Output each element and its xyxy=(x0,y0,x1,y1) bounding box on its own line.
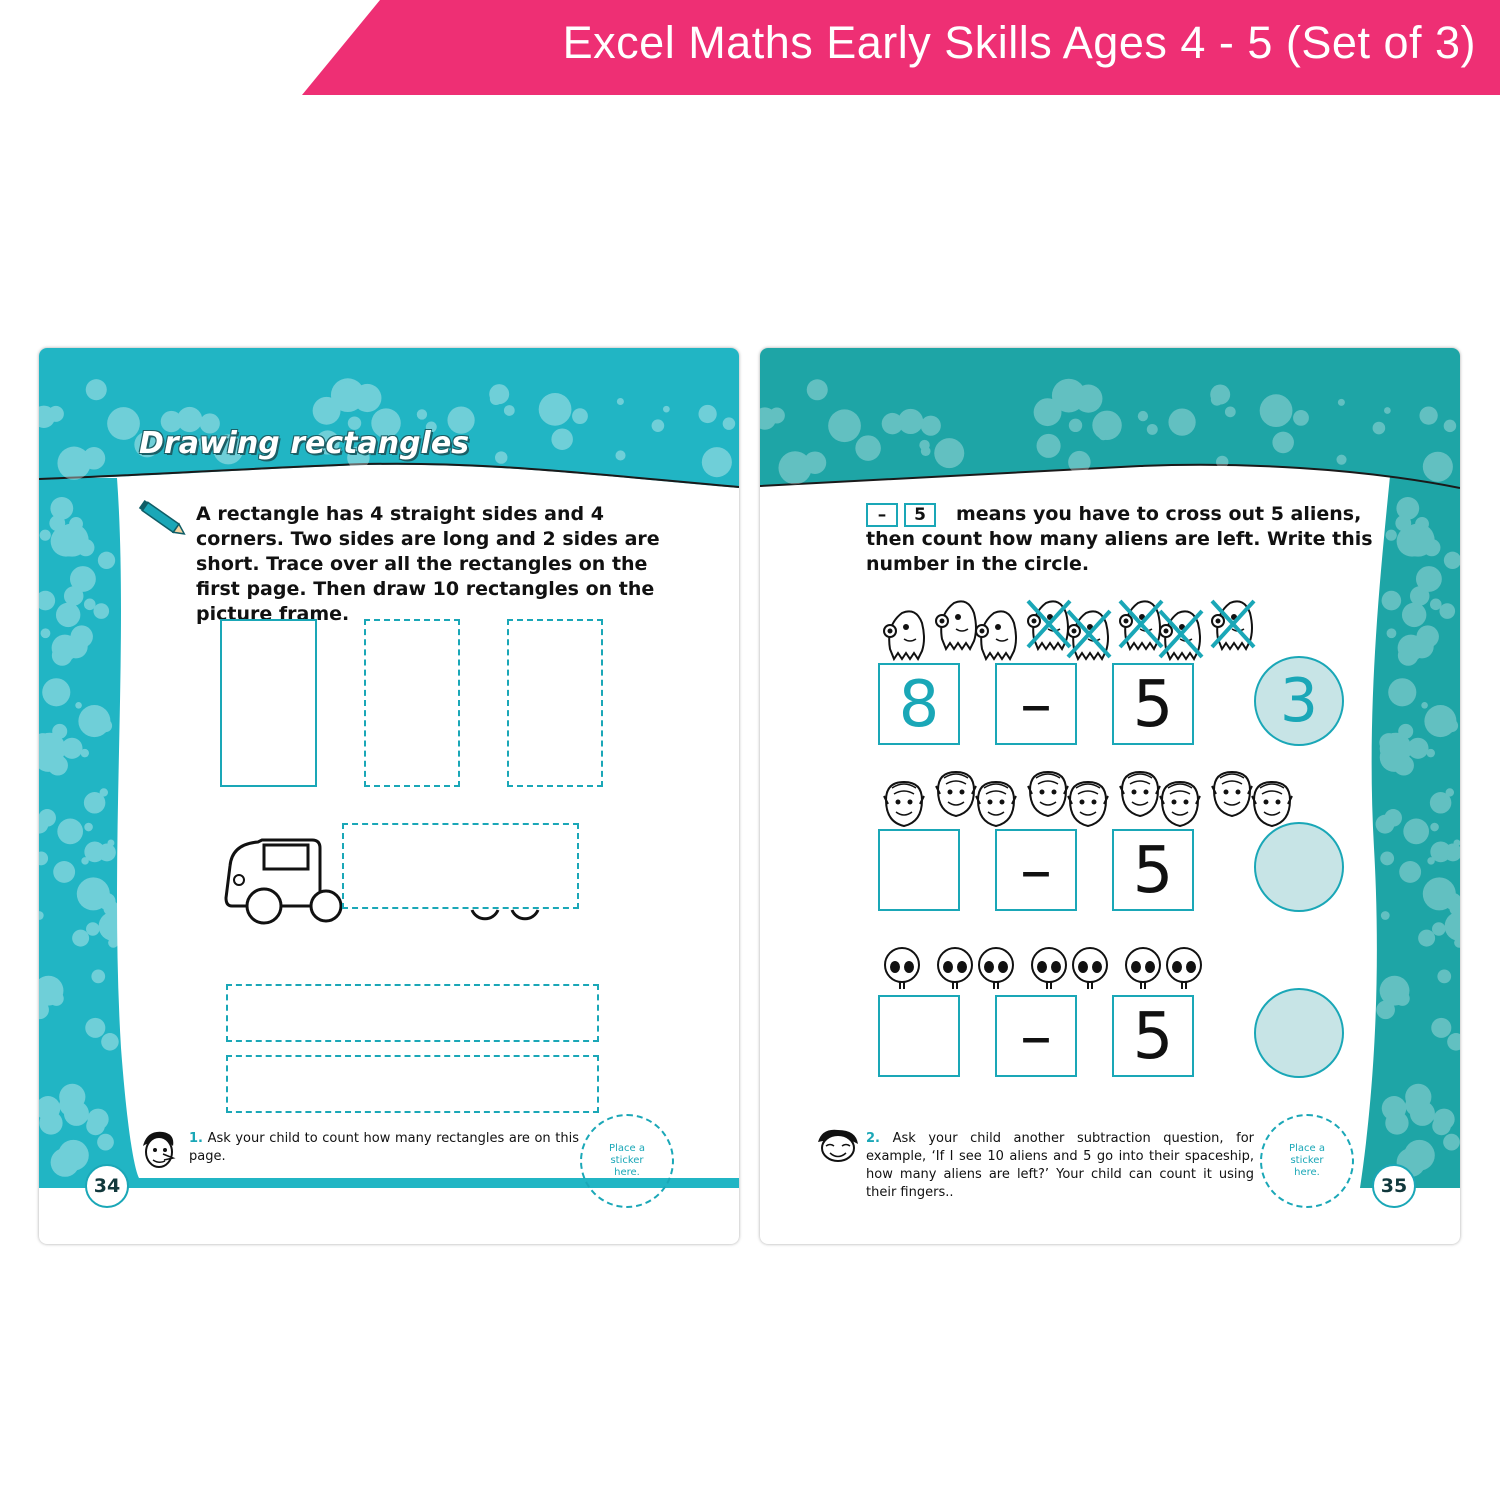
alien-icon xyxy=(936,772,976,816)
answer-circle[interactable]: 3 xyxy=(1254,656,1344,746)
sticker-placeholder[interactable] xyxy=(580,1114,674,1208)
sticker-text: Place a sticker here. xyxy=(1289,1143,1325,1178)
right-page xyxy=(760,348,1460,1244)
alien-row-2 xyxy=(878,768,1298,834)
alien-icon xyxy=(1068,782,1108,826)
alien-icon xyxy=(1212,772,1252,816)
parent-note xyxy=(189,1130,579,1166)
sticker-placeholder[interactable] xyxy=(1260,1114,1354,1208)
alien-icon xyxy=(1028,601,1070,649)
alien-icon xyxy=(1212,601,1254,649)
alien-icon xyxy=(1073,948,1107,989)
alien-icon xyxy=(976,611,1016,659)
alien-icon xyxy=(1160,782,1200,826)
alien-icon xyxy=(1032,948,1066,989)
operator-box: – xyxy=(995,663,1077,745)
answer-circle[interactable] xyxy=(1254,822,1344,912)
left-page xyxy=(39,348,739,1244)
parent-note xyxy=(866,1130,1254,1202)
second-number-box: 5 xyxy=(1112,663,1194,745)
instruction-text: A rectangle has 4 straight sides and 4 corners. Two sides are long and 2 sides are short. Trace over all the rectangles on the first page. Then draw 10 rectangles on the picture frame. xyxy=(196,503,660,625)
alien-icon xyxy=(1028,772,1068,816)
truck-trailer-rectangle[interactable] xyxy=(342,823,579,909)
alien-icon xyxy=(885,948,919,989)
page-title: Drawing rectangles xyxy=(139,426,470,461)
alien-icon xyxy=(938,948,972,989)
page-number: 34 xyxy=(85,1164,129,1208)
operator-box: – xyxy=(995,829,1077,911)
alien-icon xyxy=(1120,772,1160,816)
second-number-box: 5 xyxy=(1112,995,1194,1077)
child-face-icon xyxy=(814,1128,862,1164)
instruction-text: means you have to cross out 5 aliens, then count how many aliens are left. Write this number in the circle. xyxy=(866,503,1373,575)
trace-rectangle[interactable] xyxy=(507,619,603,787)
alien-row-1 xyxy=(878,595,1298,665)
pencil-icon xyxy=(137,500,189,538)
solid-rectangle xyxy=(220,619,317,787)
alien-icon xyxy=(884,782,924,826)
page-number: 35 xyxy=(1372,1164,1416,1208)
alien-icon xyxy=(936,601,976,649)
answer-circle[interactable] xyxy=(1254,988,1344,1078)
trace-rectangle-long[interactable] xyxy=(226,1055,599,1113)
trace-rectangle-long[interactable] xyxy=(226,984,599,1042)
alien-icon xyxy=(884,611,924,659)
alien-icon xyxy=(1120,601,1162,649)
note-number: 2. xyxy=(866,1131,880,1146)
first-number-box[interactable] xyxy=(878,829,960,911)
top-banner xyxy=(0,0,1500,95)
mini-operator-box: – xyxy=(866,503,898,527)
alien-icon xyxy=(1068,611,1110,659)
note-number: 1. xyxy=(189,1131,203,1146)
alien-icon xyxy=(979,948,1013,989)
first-number-box[interactable] xyxy=(878,995,960,1077)
alien-icon xyxy=(1252,782,1292,826)
alien-icon xyxy=(1167,948,1201,989)
note-text: Ask your child to count how many rectangles are on this page. xyxy=(189,1131,579,1164)
note-text: Ask your child another subtraction question, for example, ‘If I see 10 aliens and 5 go into their spaceship, how many aliens are left?’ Your child can count it using their fingers.. xyxy=(866,1131,1254,1200)
banner-title: Excel Maths Early Skills Ages 4 - 5 (Set of 3) xyxy=(562,17,1476,68)
alien-icon xyxy=(1160,611,1202,659)
second-number-box: 5 xyxy=(1112,829,1194,911)
mini-value-box: 5 xyxy=(904,503,936,527)
alien-row-3 xyxy=(878,945,1298,995)
first-number-box[interactable]: 8 xyxy=(878,663,960,745)
trace-rectangle[interactable] xyxy=(364,619,460,787)
child-face-icon xyxy=(137,1128,179,1172)
operator-box: – xyxy=(995,995,1077,1077)
alien-icon xyxy=(976,782,1016,826)
alien-icon xyxy=(1126,948,1160,989)
sticker-text: Place a sticker here. xyxy=(609,1143,645,1178)
instruction-block xyxy=(866,502,1381,577)
